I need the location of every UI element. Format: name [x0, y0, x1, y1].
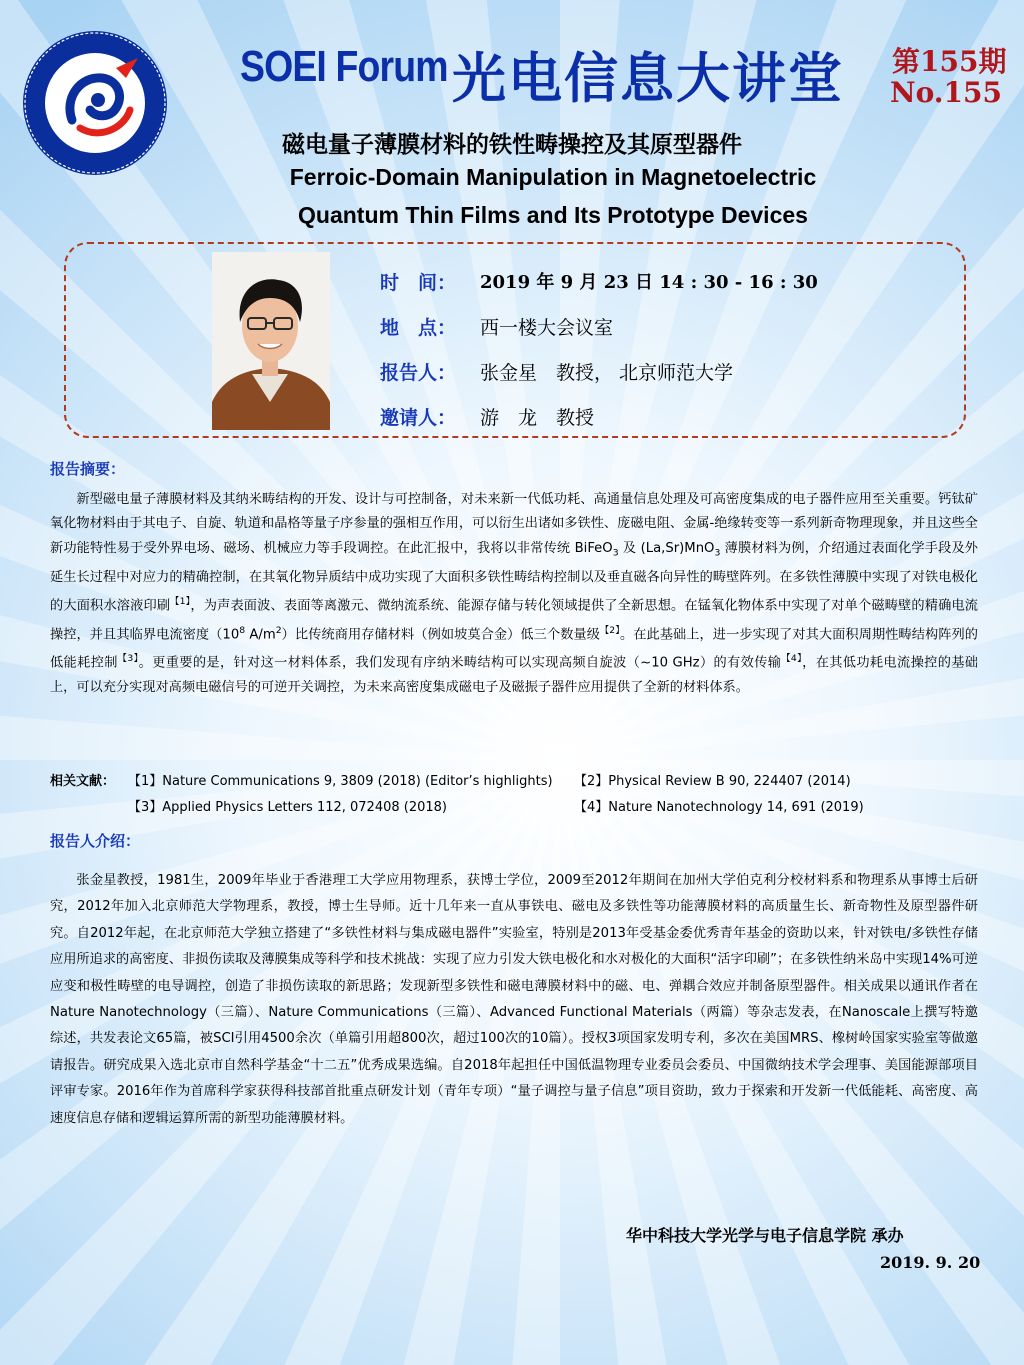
issue-date: 2019. 9. 20	[880, 1253, 981, 1272]
inviter-label: 邀请人：	[380, 407, 457, 429]
reference-1: 【1】Nature Communications 9, 3809 (2018) (Editor’s highlights)	[128, 774, 553, 789]
speaker-value: 张金星 教授， 北京师范大学	[480, 362, 734, 384]
references-heading: 相关文献：	[50, 774, 116, 789]
issue-number-en: No.155	[890, 76, 1002, 109]
issue-number-cn: 第155期	[892, 45, 1007, 78]
bio-heading: 报告人介绍：	[50, 832, 141, 850]
reference-3: 【3】Applied Physics Letters 112, 072408 (2018)	[128, 800, 448, 815]
bio-text: 张金星教授，1981生，2009年毕业于香港理工大学应用物理系，获博士学位，2009至2012年期间在加州大学伯克利分校材料系和物理系从事博士后研究，2012年加入北京师范大学物理系，教授，博士生导师。近十几年来一直从事铁电、磁电及多铁性等功能薄膜材料的高质量生长、新奇物性及原型器件研究。自2012年起，在北京师范大学独立搭建了“多铁性材料与集成磁电器件”实验室，特别是2013年受基金委优秀青年基金的资助以来，针对铁电/多铁性存储应用所追求的高密度、非损伤读取及薄膜集成等科学和技术挑战：实现了应力引发大铁电极化和水对极化的大面积“活字印刷”；在多铁性纳米岛中实现14%可逆应变和极性畴壁的电导调控，创造了非损伤读取的新思路；发现新型多铁性和磁电薄膜材料中的磁、电、弹耦合效应并制备原型器件。相关成果以通讯作者在 Nature Nanotechnology（三篇）、Nature Communications（三篇）、Advanced Functional Materials（两篇）等杂志发表，在Nanoscale上撰写特邀综述，共发表论文65篇，被SCI引用4500余次（单篇引用超800次，超过100次的10篇）。授权3项国家发明专利，多次在美国MRS、橡树岭国家实验室等做邀请报告。研究成果入选北京市自然科学基金“十二五”优秀成果选编。自2018年起担任中国低温物理专业委员会委员、中国微纳技术学会理事、美国能源部项目评审专家。2016年作为首席科学家获得科技部首批重点研发计划（青年专项）“量子调控与量子信息”项目资助，致力于探索和开发新一代低能耗、高密度、高速度信息存储和逻辑运算所需的新型功能薄膜材料。	[50, 873, 978, 1126]
place-label: 地 点：	[380, 317, 457, 339]
talk-title-cn: 磁电量子薄膜材料的铁性畴操控及其原型器件	[282, 132, 742, 158]
inviter-value: 游 龙 教授	[480, 407, 595, 429]
time-value: 2019 年 9 月 23 日 14 : 30 - 16 : 30	[480, 272, 818, 293]
reference-4: 【4】Nature Nanotechnology 14, 691 (2019)	[574, 800, 864, 815]
speaker-photo	[212, 252, 330, 430]
speaker-label: 报告人：	[380, 362, 457, 384]
abstract-text: 新型磁电量子薄膜材料及其纳米畴结构的开发、设计与可控制备，对未来新一代低功耗、高通量信息处理及可高密度集成的电子器件应用至关重要。钙钛矿氧化物材料由于其电子、自旋、轨道和晶格等量子序参量的强相互作用，可以衍生出诸如多铁性、庞磁电阻、金属-绝缘转变等一系列新奇物理现象，并且这些全新功能特性易于受外界电场、磁场、机械应力等手段调控。在此汇报中，我将以非常传统 BiFeO$_3$ 及 (La,Sr)MnO$_3$ 薄膜材料为例，介绍通过表面化学手段及外延生长过程中对应力的精确控制，在其氧化物异质结中成功实现了大面积多铁性畴结构控制以及垂直磁各向异性的畴壁阵列。在多铁性薄膜中实现了对铁电极化的大面积水溶液印刷$^{【1】}$，为声表面波、表面等离激元、微纳流系统、能源存储与转化领域提供了全新思想。在锰氧化物体系中实现了对单个磁畴壁的精确电流操控，并且其临界电流密度（$10^8$ $A/m^2$）比传统商用存储材料（例如坡莫合金）低三个数量级$^{【2】}$。在此基础上，进一步实现了对其大面积周期性畴结构阵列的低能耗控制$^{【3】}$。更重要的是，针对这一材料体系，我们发现有序纳米畴结构可以实现高频自旋波（~10 GHz）的有效传输$^{【4】}$，在其低功耗电流操控的基础上，可以充分实现对高频电磁信号的可逆开关调控，为未来高密度集成磁电子及磁振子器件应用提供了全新的材料体系。	[50, 492, 978, 695]
talk-title-en-line1: Ferroic-Domain Manipulation in Magnetoelectric	[289, 164, 817, 190]
time-label: 时 间：	[380, 272, 457, 294]
place-value: 西一楼大会议室	[480, 317, 614, 339]
forum-title-cn: 光电信息大讲堂	[452, 47, 844, 110]
forum-title-en: SOEI Forum	[240, 42, 448, 91]
abstract-heading: 报告摘要：	[50, 460, 126, 478]
organizer: 华中科技大学光学与电子信息学院 承办	[626, 1226, 904, 1245]
reference-2: 【2】Physical Review B 90, 224407 (2014)	[574, 774, 851, 789]
talk-title-en-line2: Quantum Thin Films and Its Prototype Devices	[298, 202, 808, 228]
